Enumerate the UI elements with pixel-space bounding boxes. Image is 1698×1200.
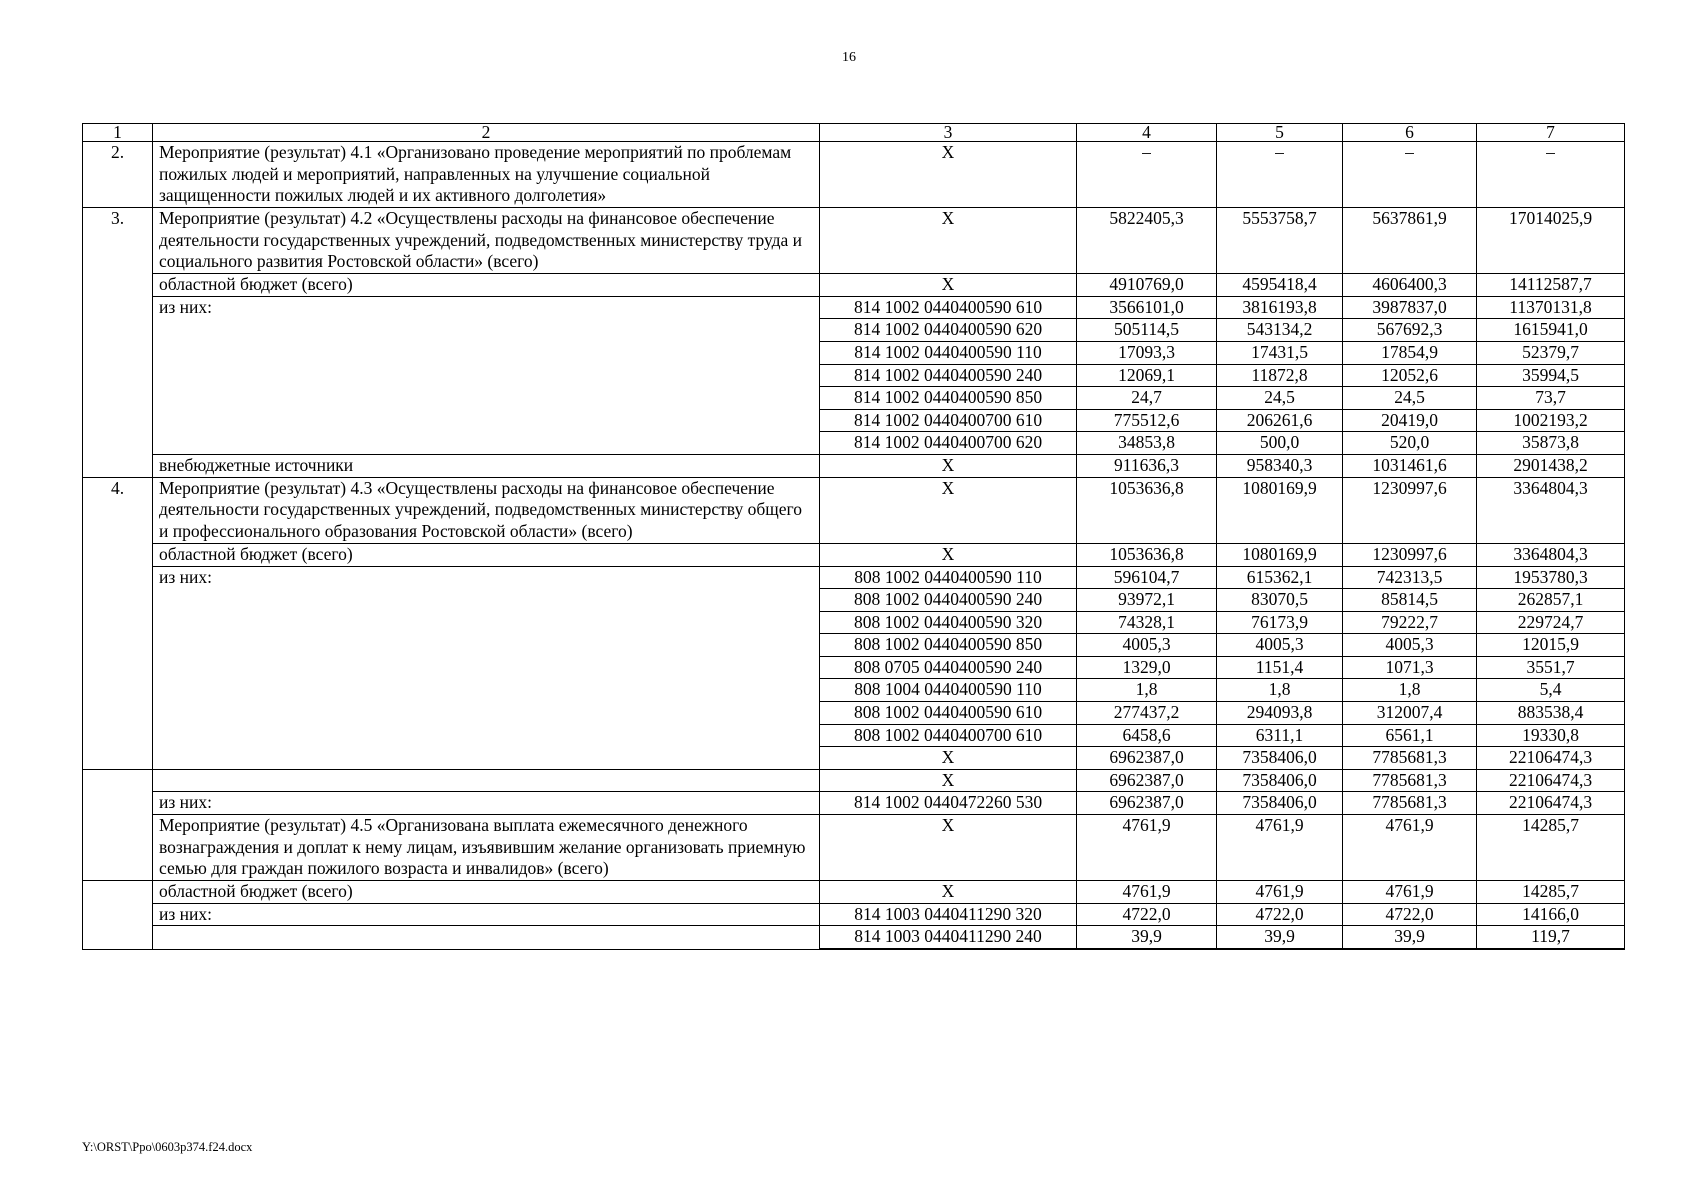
value-col5: 24,5	[1217, 387, 1343, 410]
value-col6: 742313,5	[1343, 566, 1477, 589]
value-col4: 17093,3	[1077, 341, 1217, 364]
value-col5: 6311,1	[1217, 724, 1343, 747]
value-col7: 1953780,3	[1477, 566, 1625, 589]
value-col7: 19330,8	[1477, 724, 1625, 747]
budget-code: X	[820, 815, 1077, 881]
value-col5: 1,8	[1217, 679, 1343, 702]
value-col7: 3551,7	[1477, 656, 1625, 679]
value-col6: 4606400,3	[1343, 274, 1477, 297]
budget-code: 814 1002 0440400700 610	[820, 409, 1077, 432]
budget-code	[820, 948, 1077, 949]
value-col6: 1230997,6	[1343, 477, 1477, 543]
value-col6: 7785681,3	[1343, 747, 1477, 770]
value-col7: 14285,7	[1477, 880, 1625, 903]
value-col7: 11370131,8	[1477, 296, 1625, 319]
value-col7: 12015,9	[1477, 634, 1625, 657]
column-number: 4	[1077, 124, 1217, 142]
value-col4: 775512,6	[1077, 409, 1217, 432]
table-row	[83, 207, 1625, 273]
value-col6: 4761,9	[1343, 880, 1477, 903]
column-number: 6	[1343, 124, 1477, 142]
value-col4: 505114,5	[1077, 319, 1217, 342]
row-description: Мероприятие (результат) 4.2 «Осуществлены расходы на финансовое обеспечение деятельности государственных учреждений, подведомственных министерству труда и социального развития Ростовской области» (всего)	[153, 207, 820, 273]
budget-code: 808 1002 0440400590 320	[820, 611, 1077, 634]
value-col7: 22106474,3	[1477, 747, 1625, 770]
value-col4: 5822405,3	[1077, 207, 1217, 273]
budget-code: X	[820, 769, 1077, 792]
table-row	[83, 142, 1625, 208]
table-row	[83, 274, 1625, 297]
value-col4: 1329,0	[1077, 656, 1217, 679]
value-col7	[1477, 948, 1625, 949]
value-col5: 39,9	[1217, 926, 1343, 949]
row-description: из них:	[153, 903, 820, 926]
value-col6: 1071,3	[1343, 656, 1477, 679]
value-col7: 883538,4	[1477, 702, 1625, 725]
value-col5: 11872,8	[1217, 364, 1343, 387]
value-col7: 73,7	[1477, 387, 1625, 410]
value-col4: 6962387,0	[1077, 747, 1217, 770]
value-col4: 4761,9	[1077, 815, 1217, 881]
value-col4: 4005,3	[1077, 634, 1217, 657]
value-col5: 7358406,0	[1217, 769, 1343, 792]
value-col6: 3987837,0	[1343, 296, 1477, 319]
value-col4: 74328,1	[1077, 611, 1217, 634]
value-col4: 1,8	[1077, 679, 1217, 702]
budget-code: 814 1002 0440400590 610	[820, 296, 1077, 319]
row-number: 4.	[83, 477, 153, 769]
row-number	[83, 880, 153, 949]
value-col7: 14166,0	[1477, 903, 1625, 926]
value-col4: 596104,7	[1077, 566, 1217, 589]
value-col4: 277437,2	[1077, 702, 1217, 725]
column-number: 5	[1217, 124, 1343, 142]
row-description: областной бюджет (всего)	[153, 543, 820, 566]
value-col6: 4761,9	[1343, 815, 1477, 881]
value-col5: –	[1217, 142, 1343, 208]
column-number: 2	[153, 124, 820, 142]
table-row	[83, 296, 1625, 319]
budget-code: X	[820, 207, 1077, 273]
value-col6: 1230997,6	[1343, 543, 1477, 566]
value-col4: 1053636,8	[1077, 477, 1217, 543]
budget-code: 814 1002 0440472260 530	[820, 792, 1077, 815]
value-col6: 312007,4	[1343, 702, 1477, 725]
value-col7: 17014025,9	[1477, 207, 1625, 273]
value-col6: 24,5	[1343, 387, 1477, 410]
budget-code: 808 0705 0440400590 240	[820, 656, 1077, 679]
value-col6: 17854,9	[1343, 341, 1477, 364]
table-row	[83, 926, 1625, 949]
value-col4: 34853,8	[1077, 432, 1217, 455]
value-col5: 1151,4	[1217, 656, 1343, 679]
value-col7: 14285,7	[1477, 815, 1625, 881]
value-col6: 4005,3	[1343, 634, 1477, 657]
column-number: 1	[83, 124, 153, 142]
value-col5: 4595418,4	[1217, 274, 1343, 297]
table-row	[83, 454, 1625, 477]
budget-code: 814 1003 0440411290 240	[820, 926, 1077, 949]
value-col6: 1,8	[1343, 679, 1477, 702]
budget-table	[82, 123, 1625, 950]
value-col4: 4910769,0	[1077, 274, 1217, 297]
table-row	[83, 769, 1625, 792]
value-col5: 83070,5	[1217, 589, 1343, 612]
value-col4: 4722,0	[1077, 903, 1217, 926]
budget-code: 814 1002 0440400700 620	[820, 432, 1077, 455]
budget-code: X	[820, 454, 1077, 477]
value-col6: 4722,0	[1343, 903, 1477, 926]
value-col6: 85814,5	[1343, 589, 1477, 612]
value-col5: 294093,8	[1217, 702, 1343, 725]
value-col7: 1002193,2	[1477, 409, 1625, 432]
value-col6: 39,9	[1343, 926, 1477, 949]
value-col4	[1077, 948, 1217, 949]
row-description: Мероприятие (результат) 4.5 «Организована выплата ежемесячного денежного вознаграждения и доплат к нему лицам, изъявившим желание организовать приемную семью для граждан пожилого возраста и инвалидов» (всего)	[153, 815, 820, 881]
value-col5: 958340,3	[1217, 454, 1343, 477]
value-col5: 206261,6	[1217, 409, 1343, 432]
budget-code: 814 1003 0440411290 320	[820, 903, 1077, 926]
value-col7: 2901438,2	[1477, 454, 1625, 477]
value-col6: 1031461,6	[1343, 454, 1477, 477]
value-col7: 3364804,3	[1477, 543, 1625, 566]
row-description: областной бюджет (всего)	[153, 880, 820, 903]
value-col5: 500,0	[1217, 432, 1343, 455]
table-row	[83, 792, 1625, 815]
budget-code: X	[820, 543, 1077, 566]
row-description: Мероприятие (результат) 4.3 «Осуществлены расходы на финансовое обеспечение деятельности государственных учреждений, подведомственных министерству общего и профессионального образования Ростовской области» (всего)	[153, 477, 820, 543]
value-col4: 24,7	[1077, 387, 1217, 410]
row-description: из них:	[153, 566, 820, 769]
value-col4: 1053636,8	[1077, 543, 1217, 566]
value-col5: 7358406,0	[1217, 792, 1343, 815]
budget-code: X	[820, 142, 1077, 208]
value-col5: 76173,9	[1217, 611, 1343, 634]
budget-code: X	[820, 274, 1077, 297]
row-description: из них:	[153, 296, 820, 454]
value-col6: 7785681,3	[1343, 769, 1477, 792]
row-description: из них:	[153, 792, 820, 815]
budget-code: 814 1002 0440400590 620	[820, 319, 1077, 342]
value-col6	[1343, 948, 1477, 949]
row-description: областной бюджет (всего)	[153, 274, 820, 297]
value-col6: 7785681,3	[1343, 792, 1477, 815]
budget-code: X	[820, 477, 1077, 543]
value-col6: 520,0	[1343, 432, 1477, 455]
value-col4: 6962387,0	[1077, 769, 1217, 792]
table-row	[83, 815, 1625, 881]
page-number: 16	[842, 50, 856, 65]
budget-code: 808 1004 0440400590 110	[820, 679, 1077, 702]
budget-code: 814 1002 0440400590 850	[820, 387, 1077, 410]
column-number: 7	[1477, 124, 1625, 142]
value-col4: 6458,6	[1077, 724, 1217, 747]
value-col6: 567692,3	[1343, 319, 1477, 342]
value-col4: –	[1077, 142, 1217, 208]
budget-code: X	[820, 880, 1077, 903]
value-col7: 35873,8	[1477, 432, 1625, 455]
value-col6: 20419,0	[1343, 409, 1477, 432]
value-col5: 5553758,7	[1217, 207, 1343, 273]
table-row	[83, 543, 1625, 566]
budget-code: 808 1002 0440400700 610	[820, 724, 1077, 747]
value-col4: 12069,1	[1077, 364, 1217, 387]
value-col5: 4761,9	[1217, 815, 1343, 881]
value-col5: 543134,2	[1217, 319, 1343, 342]
table-row	[83, 477, 1625, 543]
value-col4: 911636,3	[1077, 454, 1217, 477]
budget-code: 808 1002 0440400590 850	[820, 634, 1077, 657]
row-number: 2.	[83, 142, 153, 208]
value-col7: 3364804,3	[1477, 477, 1625, 543]
value-col7: 262857,1	[1477, 589, 1625, 612]
row-number	[83, 769, 153, 880]
value-col5: 4005,3	[1217, 634, 1343, 657]
row-description: Мероприятие (результат) 4.1 «Организовано проведение мероприятий по проблемам пожилых людей и мероприятий, направленных на улучшение социальной защищенности пожилых людей и их активного долголетия»	[153, 142, 820, 208]
value-col4: 93972,1	[1077, 589, 1217, 612]
value-col6: 12052,6	[1343, 364, 1477, 387]
value-col6: –	[1343, 142, 1477, 208]
value-col7: 22106474,3	[1477, 769, 1625, 792]
value-col7: 5,4	[1477, 679, 1625, 702]
value-col4: 39,9	[1077, 926, 1217, 949]
value-col7: 1615941,0	[1477, 319, 1625, 342]
row-description: внебюджетные источники	[153, 454, 820, 477]
value-col5: 1080169,9	[1217, 477, 1343, 543]
value-col7: 229724,7	[1477, 611, 1625, 634]
value-col5: 4722,0	[1217, 903, 1343, 926]
budget-code: X	[820, 747, 1077, 770]
value-col7: –	[1477, 142, 1625, 208]
row-description	[153, 769, 820, 792]
value-col7: 22106474,3	[1477, 792, 1625, 815]
column-number-row	[83, 124, 1625, 142]
budget-code: 814 1002 0440400590 240	[820, 364, 1077, 387]
value-col7: 52379,7	[1477, 341, 1625, 364]
value-col4: 4761,9	[1077, 880, 1217, 903]
budget-code: 808 1002 0440400590 110	[820, 566, 1077, 589]
file-path-footer: Y:\ORST\Ppo\0603p374.f24.docx	[82, 1140, 253, 1154]
budget-code: 808 1002 0440400590 240	[820, 589, 1077, 612]
value-col5: 4761,9	[1217, 880, 1343, 903]
value-col5: 1080169,9	[1217, 543, 1343, 566]
budget-code: 814 1002 0440400590 110	[820, 341, 1077, 364]
value-col5: 3816193,8	[1217, 296, 1343, 319]
row-number: 3.	[83, 207, 153, 477]
value-col5: 615362,1	[1217, 566, 1343, 589]
value-col6: 5637861,9	[1343, 207, 1477, 273]
value-col7: 14112587,7	[1477, 274, 1625, 297]
value-col6: 79222,7	[1343, 611, 1477, 634]
row-description	[153, 926, 820, 950]
table-row	[83, 880, 1625, 903]
value-col5	[1217, 948, 1343, 949]
value-col4: 6962387,0	[1077, 792, 1217, 815]
table-row	[83, 903, 1625, 926]
budget-code: 808 1002 0440400590 610	[820, 702, 1077, 725]
value-col4: 3566101,0	[1077, 296, 1217, 319]
value-col7: 119,7	[1477, 926, 1625, 949]
value-col5: 17431,5	[1217, 341, 1343, 364]
value-col5: 7358406,0	[1217, 747, 1343, 770]
column-number: 3	[820, 124, 1077, 142]
value-col6: 6561,1	[1343, 724, 1477, 747]
table-row	[83, 566, 1625, 589]
value-col7: 35994,5	[1477, 364, 1625, 387]
